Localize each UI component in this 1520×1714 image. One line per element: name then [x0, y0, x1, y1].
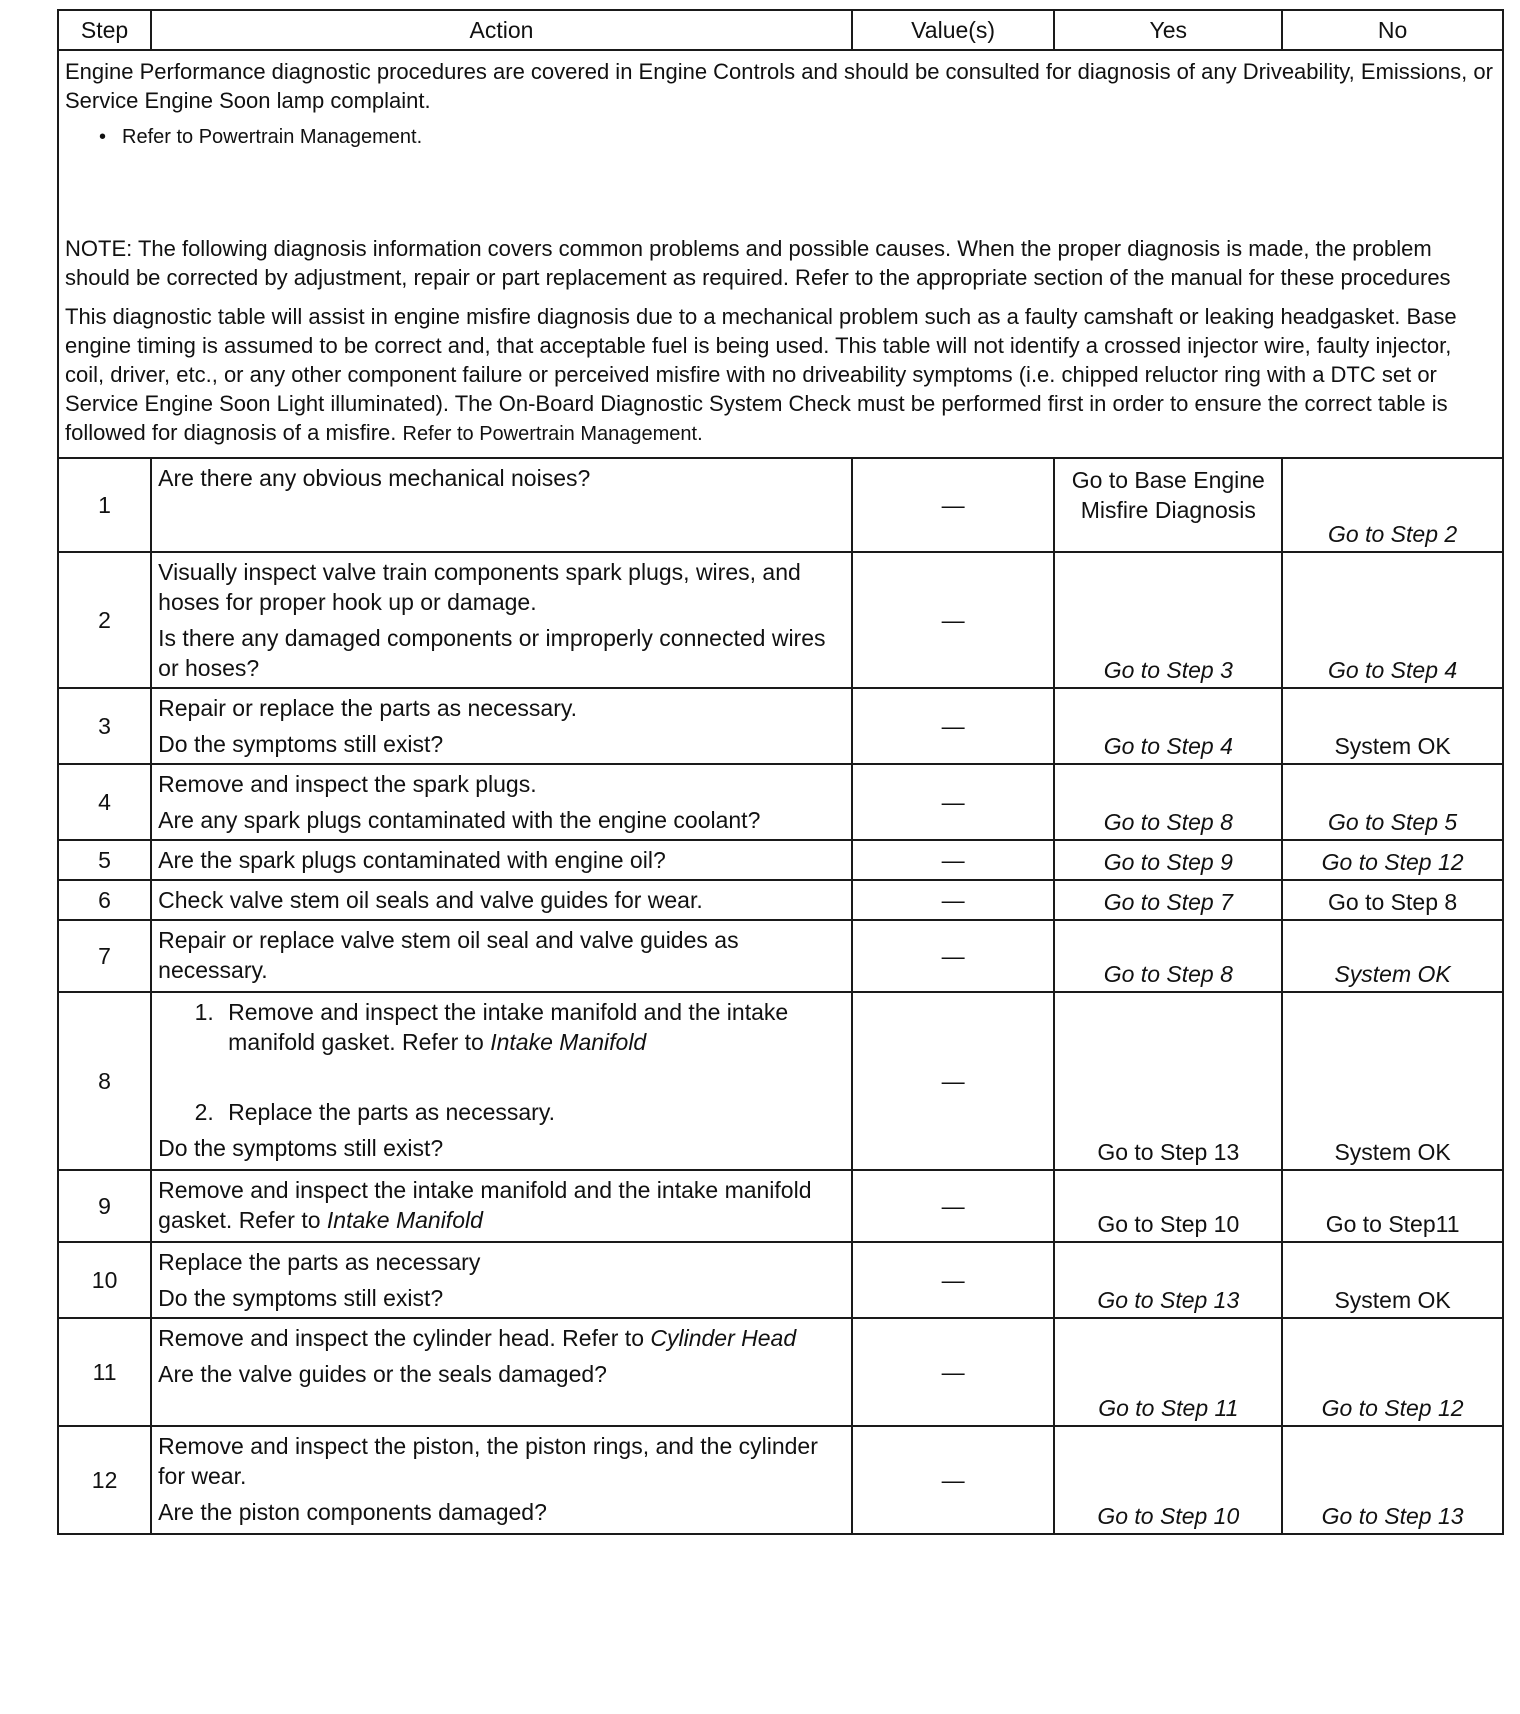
action-text-body: Remove and inspect the intake manifold and the intake manifold gasket. Refer to	[158, 1177, 812, 1233]
intake-manifold-reference: Intake Manifold	[490, 1029, 647, 1055]
no-cell: Go to Step 12	[1282, 1318, 1503, 1426]
step-number: 2	[58, 552, 151, 688]
action-cell	[151, 1318, 852, 1426]
action-question: Are the valve guides or the seals damaged?	[158, 1361, 607, 1387]
no-cell: Go to Step 12	[1282, 840, 1503, 880]
no-cell: Go to Step 2	[1282, 458, 1503, 552]
action-question: Do the symptoms still exist?	[158, 731, 444, 757]
step-number: 7	[58, 920, 151, 992]
value-cell: —	[852, 1426, 1055, 1534]
table-row	[58, 458, 1503, 552]
step-number: 8	[58, 992, 151, 1170]
yes-cell: Go to Step 9	[1054, 840, 1282, 880]
action-substeps	[158, 997, 845, 1127]
table-row	[58, 920, 1503, 992]
intro-spacer	[65, 152, 1496, 232]
action-text: Check valve stem oil seals and valve guides for wear.	[158, 887, 703, 913]
cylinder-head-reference: Cylinder Head	[650, 1325, 797, 1351]
table-row	[58, 1170, 1503, 1242]
intro-paragraph: Engine Performance diagnostic procedures are covered in Engine Controls and should be consulted for diagnosis of any Driveability, Emissions, or Service Engine Soon lamp complaint.	[65, 59, 1493, 113]
action-substep: 2. Replace the parts as necessary.	[220, 1097, 845, 1127]
no-cell: Go to Step 4	[1282, 552, 1503, 688]
value-cell: —	[852, 1318, 1055, 1426]
action-text: Repair or replace valve stem oil seal and valve guides as necessary.	[158, 927, 739, 983]
no-cell: Go to Step 5	[1282, 764, 1503, 840]
table-row	[58, 764, 1503, 840]
value-cell: —	[852, 840, 1055, 880]
value-cell: —	[852, 688, 1055, 764]
yes-cell: Go to Step 3	[1054, 552, 1282, 688]
action-text: Replace the parts as necessary	[158, 1249, 481, 1275]
action-cell	[151, 1170, 852, 1242]
value-cell: —	[852, 458, 1055, 552]
no-cell: System OK	[1282, 688, 1503, 764]
table-row	[58, 1242, 1503, 1318]
table-row	[58, 1426, 1503, 1534]
action-text: Are there any obvious mechanical noises?	[158, 465, 591, 491]
step-number: 4	[58, 764, 151, 840]
no-cell: System OK	[1282, 1242, 1503, 1318]
diagnostic-table	[57, 9, 1504, 1535]
yes-cell: Go to Step 8	[1054, 764, 1282, 840]
intro-row	[58, 50, 1503, 458]
table-row	[58, 1318, 1503, 1426]
no-cell: Go to Step11	[1282, 1170, 1503, 1242]
action-text	[158, 1323, 845, 1353]
header-values: Value(s)	[852, 10, 1055, 50]
value-cell: —	[852, 920, 1055, 992]
note-paragraph: NOTE: The following diagnosis information covers common problems and possible causes. When the proper diagnosis is made, the problem should be corrected by adjustment, repair or part replacement as required. Refer to the appropriate section of the manual for these procedures	[65, 236, 1451, 290]
table-row	[58, 552, 1503, 688]
value-cell: —	[852, 764, 1055, 840]
yes-cell: Go to Step 10	[1054, 1170, 1282, 1242]
diagnostic-text: This diagnostic table will assist in engine misfire diagnosis due to a mechanical problem such as a faulty camshaft or leaking headgasket. Base engine timing is assumed to be correct and, that acceptable fuel is being used. This table will not identify a crossed injector wire, faulty injector, coil, driver, etc., or any other component failure or perceived misfire with no driveability symptoms (i.e. chipped reluctor ring with a DTC set or Service Engine Soon Light illuminated). The On-Board Diagnostic System Check must be performed first in order to ensure the correct table is followed for diagnosis of a misfire.	[65, 304, 1457, 445]
action-text: Remove and inspect the piston, the piston rings, and the cylinder for wear.	[158, 1433, 818, 1489]
action-question: Do the symptoms still exist?	[158, 1135, 444, 1161]
action-question: Is there any damaged components or improperly connected wires or hoses?	[158, 625, 826, 681]
intake-manifold-reference: Intake Manifold	[326, 1207, 483, 1233]
action-text: Repair or replace the parts as necessary.	[158, 695, 578, 721]
action-question: Are the piston components damaged?	[158, 1499, 547, 1525]
step-number: 6	[58, 880, 151, 920]
action-text: Visually inspect valve train components spark plugs, wires, and hoses for proper hook up or damage.	[158, 559, 801, 615]
yes-cell: Go to Step 4	[1054, 688, 1282, 764]
yes-cell: Go to Step 10	[1054, 1426, 1282, 1534]
action-question: Do the symptoms still exist?	[158, 1285, 444, 1311]
action-cell	[151, 992, 852, 1170]
yes-cell: Go to Step 13	[1054, 1242, 1282, 1318]
table-row	[58, 992, 1503, 1170]
yes-cell: Go to Step 7	[1054, 880, 1282, 920]
action-cell	[151, 920, 852, 992]
value-cell: —	[852, 880, 1055, 920]
action-question: Are any spark plugs contaminated with the engine coolant?	[158, 807, 761, 833]
action-text: Remove and inspect the spark plugs.	[158, 771, 537, 797]
action-text	[158, 1175, 845, 1235]
action-cell	[151, 1242, 852, 1318]
header-step: Step	[58, 10, 151, 50]
step-number: 1	[58, 458, 151, 552]
action-substep	[220, 997, 845, 1057]
step-number: 11	[58, 1318, 151, 1426]
action-cell	[151, 840, 852, 880]
intro-bullet: • Refer to Powertrain Management.	[99, 123, 1496, 152]
no-cell: Go to Step 8	[1282, 880, 1503, 920]
header-no: No	[1282, 10, 1503, 50]
header-action: Action	[151, 10, 852, 50]
action-substep-text: Remove and inspect the intake manifold and the intake manifold gasket. Refer to	[228, 999, 789, 1055]
step-number: 3	[58, 688, 151, 764]
yes-cell: Go to Step 13	[1054, 992, 1282, 1170]
step-number: 12	[58, 1426, 151, 1534]
action-text: Are the spark plugs contaminated with engine oil?	[158, 847, 666, 873]
action-cell	[151, 764, 852, 840]
diagnostic-reference: Refer to Powertrain Management.	[402, 423, 703, 445]
value-cell: —	[852, 1242, 1055, 1318]
header-row	[58, 10, 1503, 50]
table-row	[58, 880, 1503, 920]
intro-cell	[58, 50, 1503, 458]
no-cell: System OK	[1282, 992, 1503, 1170]
action-cell	[151, 880, 852, 920]
action-cell	[151, 1426, 852, 1534]
value-cell: —	[852, 1170, 1055, 1242]
diagnostic-paragraph	[65, 302, 1496, 449]
table-row	[58, 840, 1503, 880]
step-number: 5	[58, 840, 151, 880]
step-number: 10	[58, 1242, 151, 1318]
yes-cell: Go to Base Engine Misfire Diagnosis	[1054, 458, 1282, 552]
yes-cell: Go to Step 8	[1054, 920, 1282, 992]
action-cell	[151, 458, 852, 552]
value-cell: —	[852, 552, 1055, 688]
no-cell: System OK	[1282, 920, 1503, 992]
no-cell: Go to Step 13	[1282, 1426, 1503, 1534]
value-cell: —	[852, 992, 1055, 1170]
yes-cell: Go to Step 11	[1054, 1318, 1282, 1426]
table-row	[58, 688, 1503, 764]
step-number: 9	[58, 1170, 151, 1242]
action-text-body: Remove and inspect the cylinder head. Refer to	[158, 1325, 644, 1351]
action-cell	[151, 552, 852, 688]
header-yes: Yes	[1054, 10, 1282, 50]
action-cell	[151, 688, 852, 764]
